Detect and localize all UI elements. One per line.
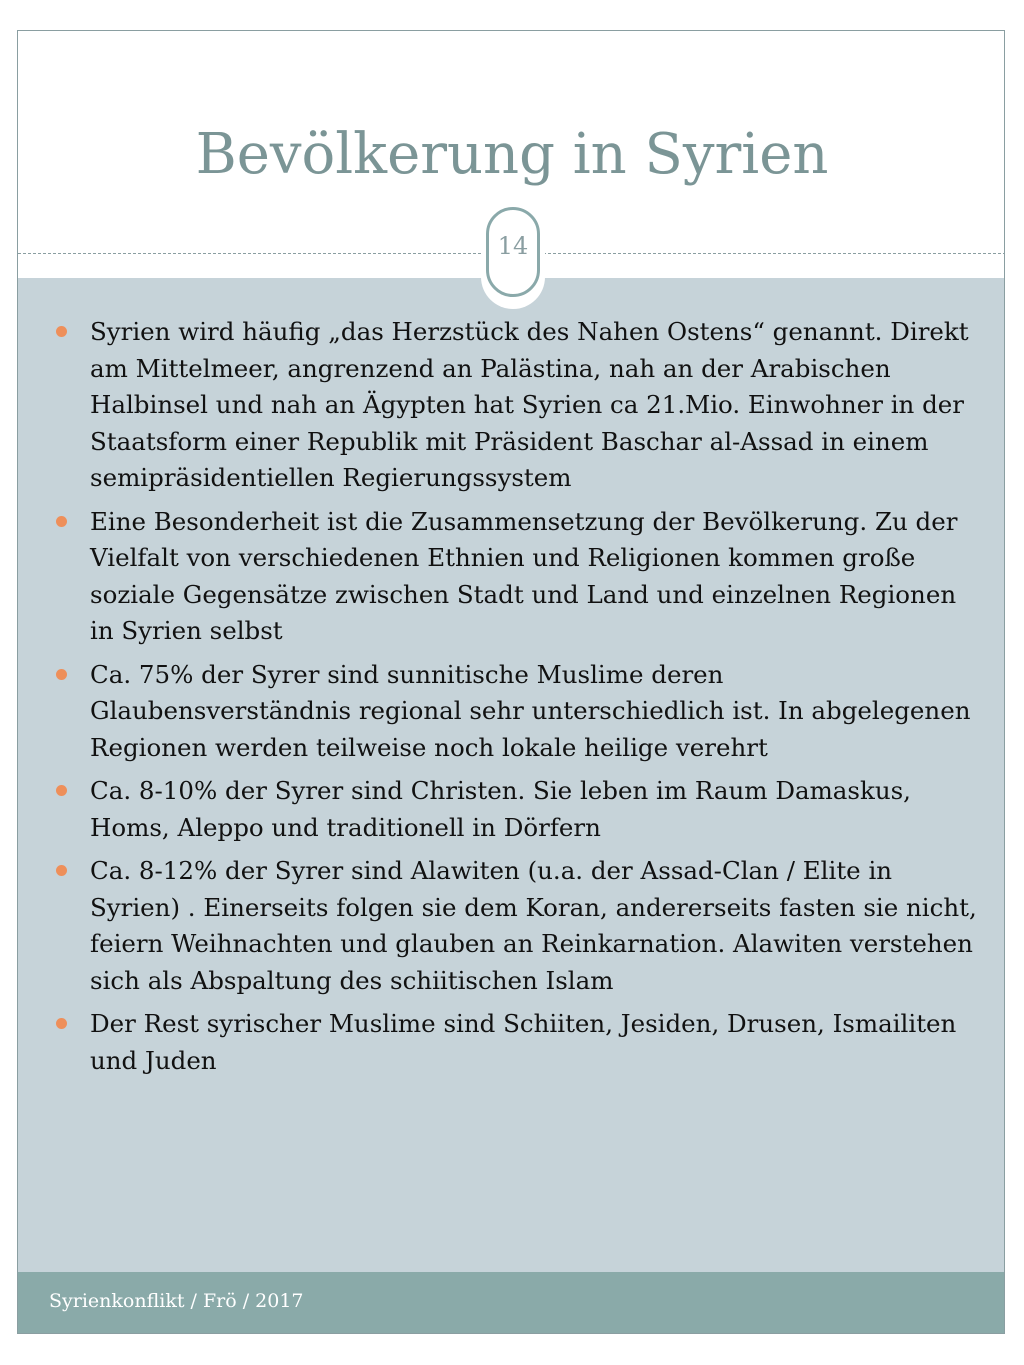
bullet-item (50, 314, 980, 497)
bullet-item (50, 773, 980, 846)
page-number: 14 (497, 232, 529, 260)
bullet-dot-icon (56, 1018, 67, 1029)
bullet-item (50, 853, 980, 999)
bullet-text: Ca. 75% der Syrer sind sunnitische Muslime deren Glaubensverständnis regional sehr unterschiedlich ist. In abgelegenen Regionen werden teilweise noch lokale heilige verehrt (90, 659, 971, 762)
footer-text: Syrienkonflikt / Frö / 2017 (49, 1290, 304, 1312)
footer-bar (18, 1272, 1005, 1334)
bullet-dot-icon (56, 785, 67, 796)
bullet-item (50, 657, 980, 767)
bullet-item (50, 1006, 980, 1079)
bullet-dot-icon (56, 865, 67, 876)
bullet-dot-icon (56, 669, 67, 680)
bullet-text: Der Rest syrischer Muslime sind Schiiten, Jesiden, Drusen, Ismailiten und Juden (90, 1009, 957, 1075)
slide (17, 30, 1005, 1334)
bullet-dot-icon (56, 326, 67, 337)
slide-title: Bevölkerung in Syrien (195, 122, 829, 187)
bullet-text: Ca. 8-10% der Syrer sind Christen. Sie leben im Raum Damaskus, Homs, Aleppo und traditionell in Dörfern (90, 776, 911, 842)
bullet-item (50, 504, 980, 650)
bullet-dot-icon (56, 516, 67, 527)
bullet-list (50, 314, 980, 1086)
bullet-text: Eine Besonderheit ist die Zusammensetzung der Bevölkerung. Zu der Vielfalt von verschiedenen Ethnien und Religionen kommen große soziale Gegensätze zwischen Stadt und Land und einzelnen Regionen in Syrien selbst (90, 506, 958, 645)
bullet-text: Syrien wird häufig „das Herzstück des Nahen Ostens“ genannt. Direkt am Mittelmeer, angrenzend an Palästina, nah an der Arabischen Halbinsel und nah an Ägypten hat Syrien ca 21.Mio. Einwohner in der Staatsform einer Republik mit Präsident Baschar al-Assad in einem semipräsidentiellen Regierungssystem (90, 317, 969, 492)
bullet-text: Ca. 8-12% der Syrer sind Alawiten (u.a. der Assad-Clan / Elite in Syrien) . Einerseits folgen sie dem Koran, andererseits fasten sie nicht, feiern Weihnachten und glauben an Reinkarnation. Alawiten verstehen sich als Abspaltung des schiitischen Islam (90, 856, 977, 995)
